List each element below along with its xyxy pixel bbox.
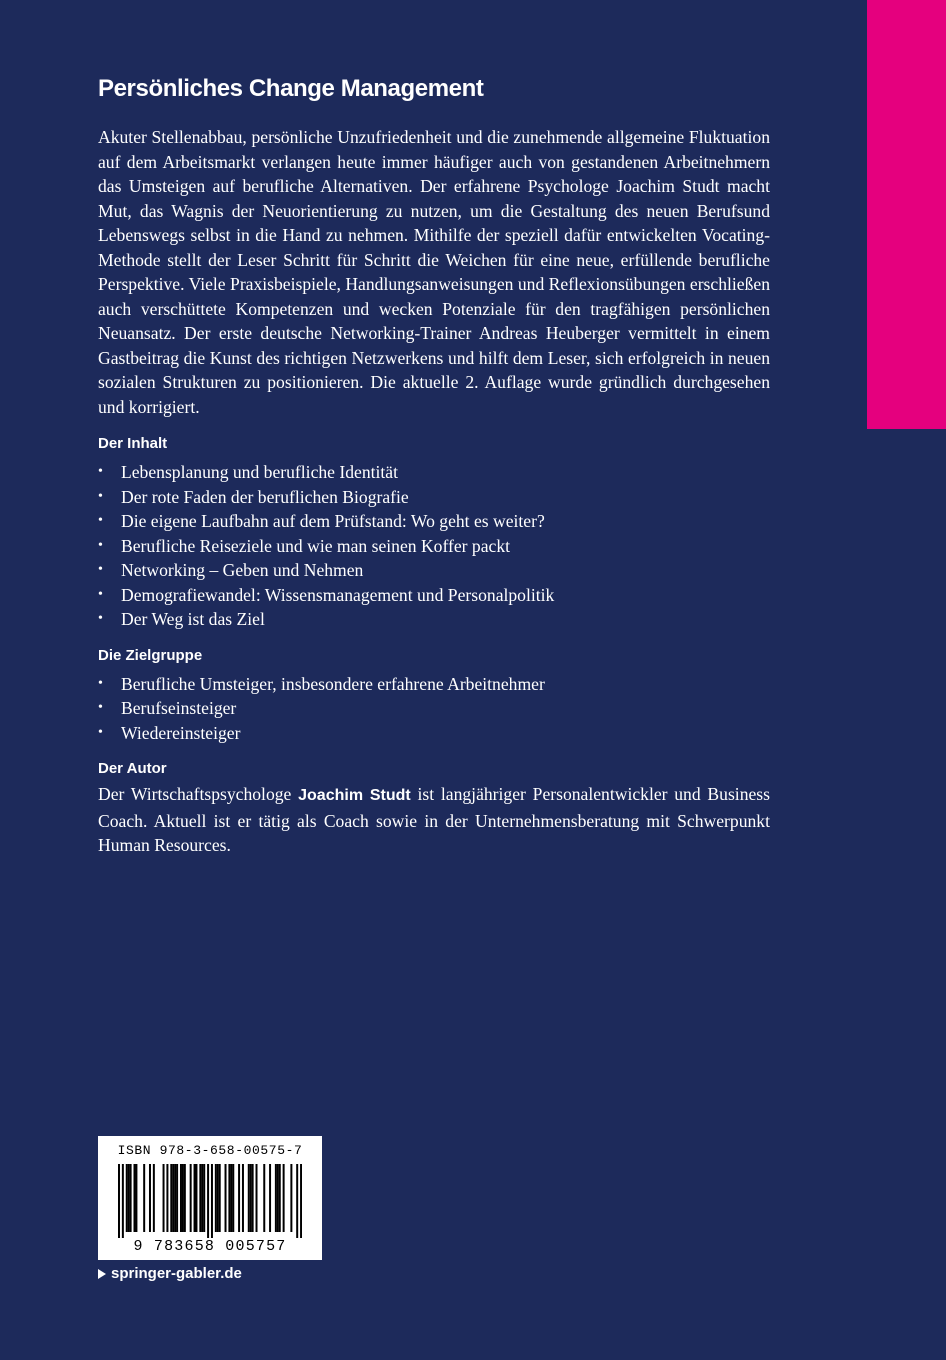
barcode-bar bbox=[128, 1164, 130, 1232]
autor-text-after: ist langjähriger Personalentwickler und Business Coach. Aktuell ist er tätig als Coach sowie in der Unternehmensberatung mit Schwerpunkt Human Resources. bbox=[98, 784, 770, 855]
barcode-bar bbox=[199, 1164, 201, 1232]
barcode-bar bbox=[277, 1164, 279, 1232]
barcode-bar bbox=[296, 1164, 298, 1238]
inhalt-heading: Der Inhalt bbox=[98, 435, 168, 452]
barcode-bar bbox=[283, 1164, 285, 1232]
barcode-bar bbox=[217, 1164, 219, 1232]
barcode-bar bbox=[230, 1164, 232, 1232]
barcode-bar bbox=[290, 1164, 292, 1232]
list-item: • Berufseinsteiger bbox=[98, 696, 770, 721]
barcode-bar bbox=[228, 1164, 230, 1232]
barcode-bar bbox=[130, 1164, 132, 1232]
author-name: Joachim Studt bbox=[298, 787, 411, 804]
isbn-label: ISBN 978-3-658-00575-7 bbox=[117, 1143, 303, 1158]
barcode-bars bbox=[118, 1164, 302, 1238]
arrow-right-icon bbox=[98, 1269, 106, 1279]
barcode-bar bbox=[143, 1164, 145, 1232]
website-link[interactable] bbox=[98, 1264, 242, 1284]
barcode-bar bbox=[225, 1164, 227, 1232]
list-item: • Lebensplanung und berufliche Identität bbox=[98, 460, 770, 485]
barcode-bar bbox=[201, 1164, 203, 1232]
barcode-bar bbox=[133, 1164, 135, 1232]
barcode-bar bbox=[242, 1164, 244, 1232]
book-title: Persönliches Change Management bbox=[98, 75, 484, 102]
barcode-bar bbox=[135, 1164, 137, 1232]
barcode-bar bbox=[122, 1164, 124, 1238]
barcode-bar bbox=[163, 1164, 165, 1232]
barcode-bar bbox=[252, 1164, 254, 1232]
barcode-bar bbox=[219, 1164, 221, 1232]
list-item: • Der rote Faden der beruflichen Biografie bbox=[98, 485, 770, 510]
barcode-bar bbox=[300, 1164, 302, 1238]
list-item: • Wiedereinsteiger bbox=[98, 721, 770, 746]
back-cover-content bbox=[98, 72, 770, 858]
website-label: springer-gabler.de bbox=[111, 1265, 242, 1282]
isbn-barcode bbox=[98, 1136, 322, 1260]
barcode-bar bbox=[176, 1164, 178, 1232]
list-item: • Der Weg ist das Ziel bbox=[98, 607, 770, 632]
barcode-bar bbox=[279, 1164, 281, 1232]
zielgruppe-list bbox=[98, 672, 770, 746]
zielgruppe-heading: Die Zielgruppe bbox=[98, 646, 203, 664]
autor-text bbox=[98, 782, 770, 858]
barcode-bar bbox=[195, 1164, 197, 1232]
barcode-bar bbox=[275, 1164, 277, 1232]
barcode-digits: 9 783658 005757 bbox=[133, 1238, 287, 1255]
barcode-bar bbox=[207, 1164, 209, 1238]
barcode-bar bbox=[190, 1164, 192, 1232]
barcode-bar bbox=[263, 1164, 265, 1232]
book-description: Akuter Stellenabbau, persönliche Unzufriedenheit und die zunehmende allgemeine Fluktuation auf dem Arbeitsmarkt verlangen heute immer häufiger auch von gestandenen Arbeitnehmern das Umsteigen auf berufliche Alternativen. Der erfahrene Psychologe Joachim Studt macht Mut, das Wagnis der Neuorientierung zu nutzen, um die Gestaltung des neuen Berufsund Lebenswegs selbst in die Hand zu nehmen. Mithilfe der speziell dafür entwickelten Vocating-Methode stellt der Leser Schritt für Schritt die Weichen für eine neue, erfüllende berufliche Perspektive. Viele Praxisbeispiele, Handlungsanweisungen und Reflexionsübungen erschließen auch verschüttete Kompetenzen und wecken Potenziale für den tragfähigen persönlichen Neuansatz. Der erste deutsche Networking-Trainer Andreas Heuberger vermittelt in einem Gastbeitrag die Kunst des richtigen Netzwerkens und hilft dem Leser, sich erfolgreich in neuen sozialen Strukturen zu positionieren. Die aktuelle 2. Auflage wurde gründlich durchgesehen und korrigiert. bbox=[98, 127, 770, 417]
barcode-bar bbox=[180, 1164, 182, 1232]
barcode-bar bbox=[118, 1164, 120, 1238]
inhalt-list bbox=[98, 460, 770, 632]
barcode-bar bbox=[172, 1164, 174, 1232]
barcode-bar bbox=[184, 1164, 186, 1232]
list-item: • Die eigene Laufbahn auf dem Prüfstand: Wo geht es weiter? bbox=[98, 509, 770, 534]
list-item: • Networking – Geben und Nehmen bbox=[98, 558, 770, 583]
autor-text-before: Der Wirtschaftspsychologe bbox=[98, 784, 299, 804]
barcode-bar bbox=[232, 1164, 234, 1232]
barcode-bar bbox=[250, 1164, 252, 1232]
barcode-bar bbox=[203, 1164, 205, 1232]
accent-bar bbox=[867, 0, 946, 429]
barcode-bar bbox=[149, 1164, 151, 1232]
barcode-bar bbox=[269, 1164, 271, 1232]
list-item: • Berufliche Reiseziele und wie man seinen Koffer packt bbox=[98, 534, 770, 559]
barcode-bar bbox=[174, 1164, 176, 1232]
list-item: • Berufliche Umsteiger, insbesondere erfahrene Arbeitnehmer bbox=[98, 672, 770, 697]
barcode-bar bbox=[248, 1164, 250, 1232]
barcode-bar bbox=[256, 1164, 258, 1232]
barcode-bar bbox=[182, 1164, 184, 1232]
barcode-bar bbox=[166, 1164, 168, 1232]
barcode-bar bbox=[238, 1164, 240, 1232]
list-item: • Demografiewandel: Wissensmanagement und Personalpolitik bbox=[98, 583, 770, 608]
barcode-bar bbox=[211, 1164, 213, 1238]
barcode-bar bbox=[126, 1164, 128, 1232]
barcode-bar bbox=[170, 1164, 172, 1232]
autor-heading: Der Autor bbox=[98, 760, 167, 777]
barcode-bar bbox=[194, 1164, 196, 1232]
barcode-bar bbox=[153, 1164, 155, 1232]
barcode-bar bbox=[215, 1164, 217, 1232]
